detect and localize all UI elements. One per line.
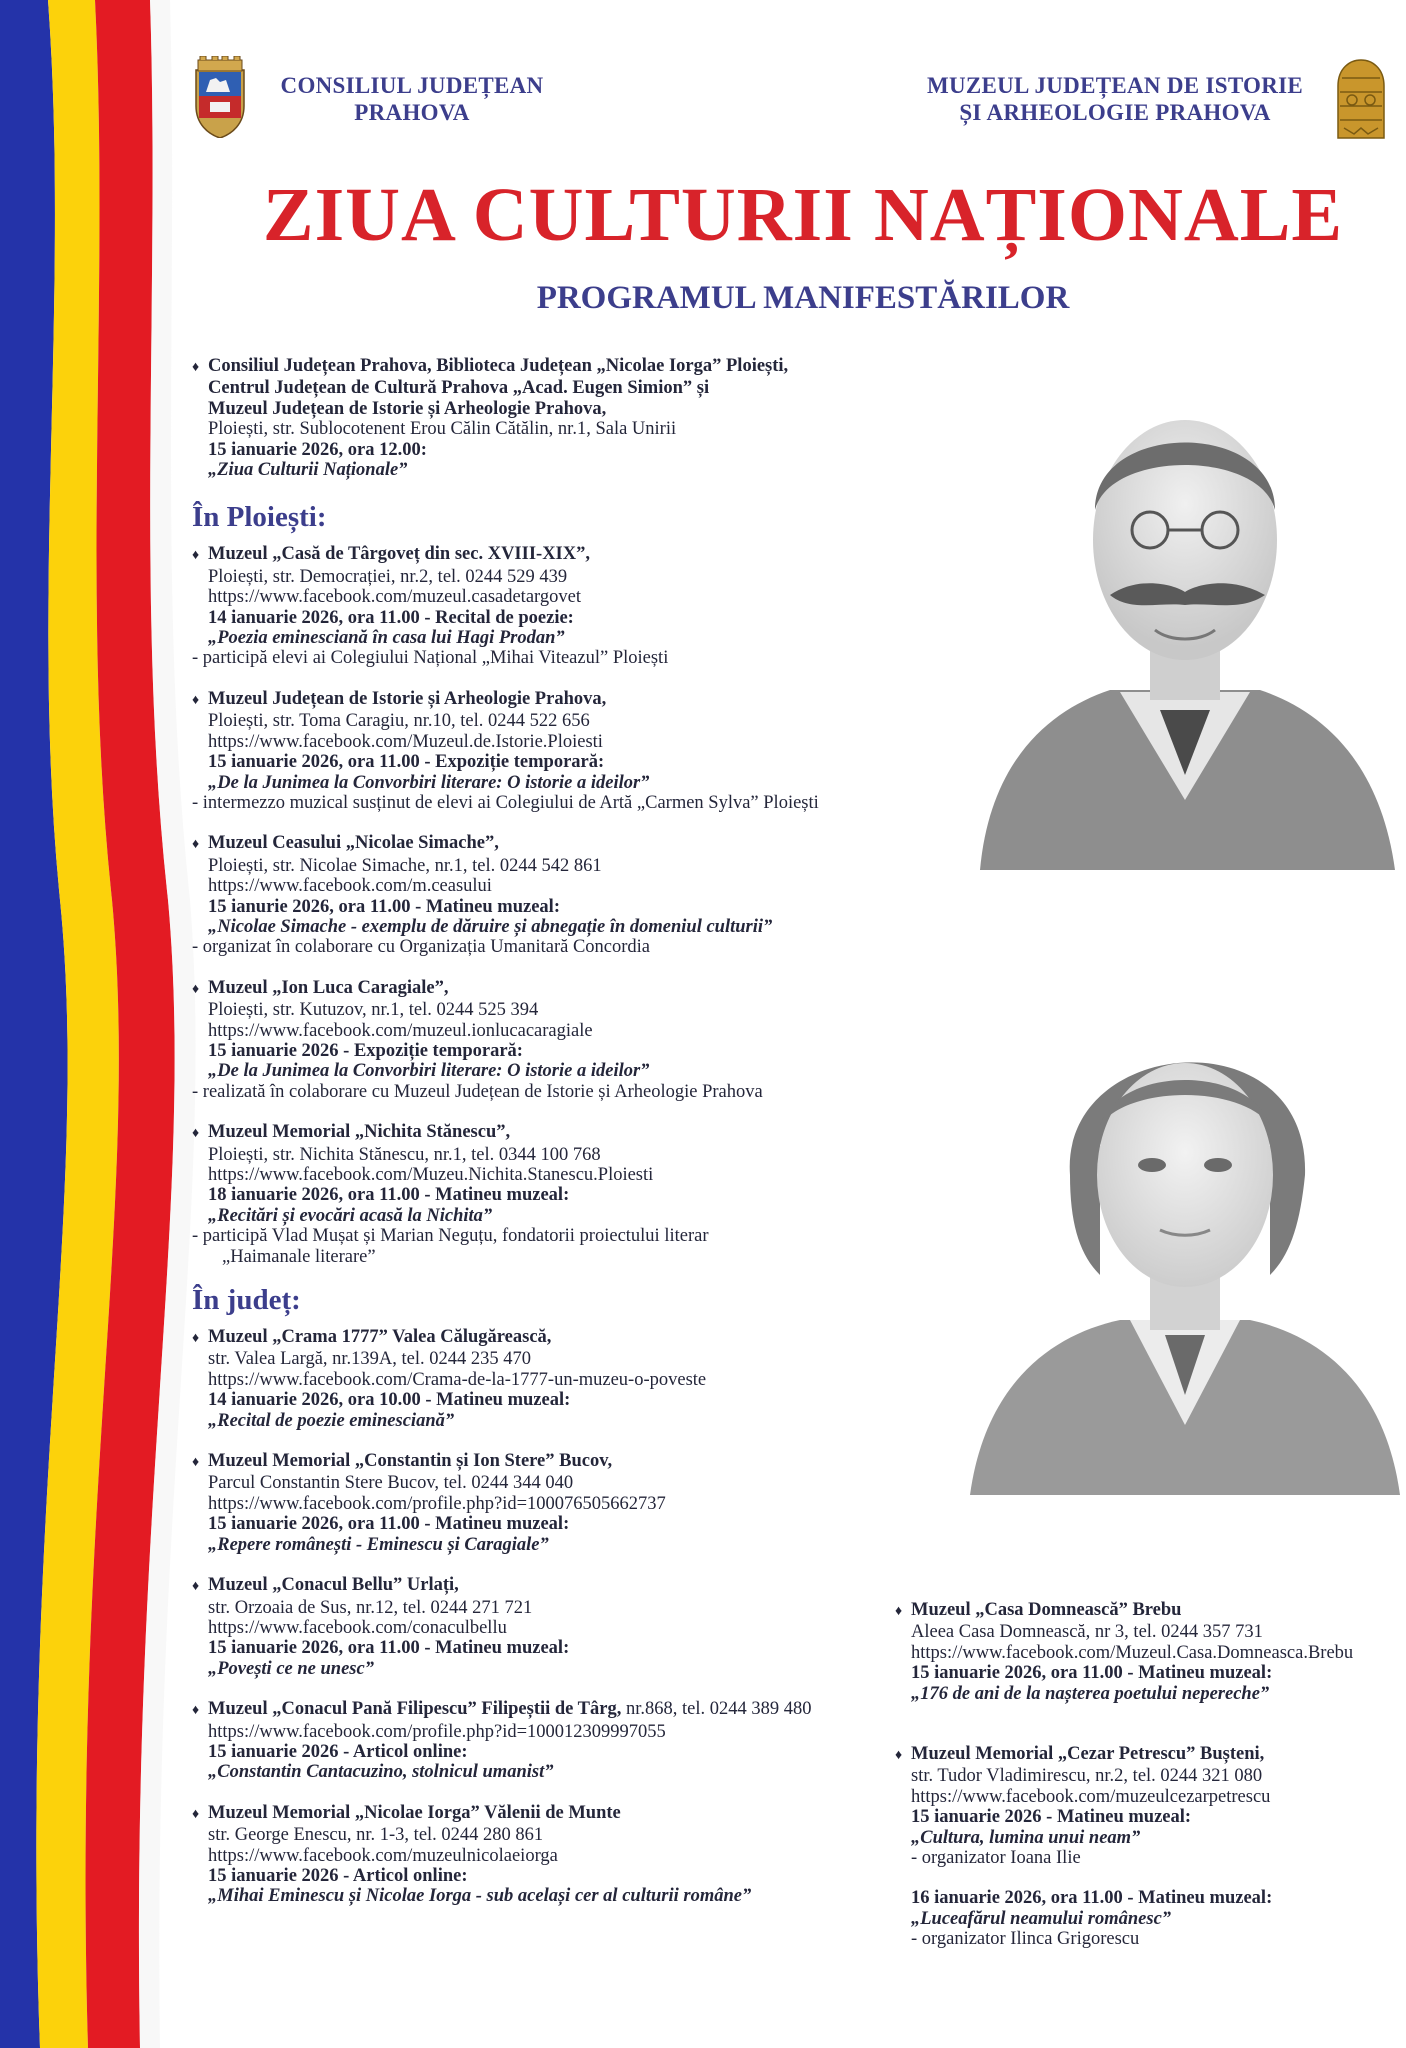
diamond-bullet-icon: ♦ — [192, 360, 200, 375]
event-name: Muzeul „Ion Luca Caragiale”, — [208, 977, 449, 998]
event-url[interactable]: https://www.facebook.com/Muzeu.Nichita.Stanescu.Ploiesti — [208, 1165, 654, 1185]
event-name: Muzeul Memorial „Nichita Stănescu”, — [208, 1122, 511, 1143]
header-left — [262, 72, 562, 126]
diamond-bullet-icon: ♦ — [192, 1126, 200, 1142]
intro-line3: Muzeul Județean de Istorie și Arheologie Prahova, — [208, 398, 607, 419]
event-url[interactable]: https://www.facebook.com/muzeul.casadetargovet — [208, 587, 581, 608]
event-name: Muzeul Memorial „Nicolae Iorga” Vălenii de Munte — [208, 1802, 621, 1823]
portrait-caragiale — [970, 380, 1400, 870]
event-url[interactable]: https://www.facebook.com/Muzeul.Casa.Domneasca.Brebu — [911, 1642, 1354, 1663]
event-note: - organizator Ioana Ilie — [911, 1848, 1081, 1869]
event-address: Ploiești, str. Nicolae Simache, nr.1, tel. 0244 542 861 — [208, 855, 602, 876]
event-title: „176 de ani de la nașterea poetului nepereche” — [911, 1683, 1270, 1704]
diamond-bullet-icon: ♦ — [192, 837, 200, 853]
event-name: Muzeul „Crama 1777” Valea Călugărească, — [208, 1327, 552, 1348]
event-entry — [192, 544, 952, 668]
event-date: 15 ianuarie 2026, ora 11.00 - Matineu muzeal: — [911, 1663, 1273, 1684]
header-right-line1: MUZEUL JUDEȚEAN DE ISTORIE — [926, 73, 1304, 98]
event-title: „Repere românești - Eminescu și Caragiale” — [208, 1534, 549, 1555]
event-address: Ploiești, str. Democrației, nr.2, tel. 0244 529 439 — [208, 566, 568, 587]
event-date: 14 ianuarie 2026, ora 10.00 - Matineu muzeal: — [208, 1390, 571, 1411]
event-address: Ploiești, str. Toma Caragiu, nr.10, tel. 0244 522 656 — [208, 711, 590, 732]
event-title: „Recital de poezie eminesciană” — [208, 1410, 455, 1431]
event-date: 15 ianuarie 2026 - Articol online: — [208, 1741, 468, 1762]
event-note-cont: „Haimanale literare” — [222, 1246, 376, 1267]
header-right-line2: ȘI ARHEOLOGIE PRAHOVA — [959, 100, 1271, 125]
event-name: Muzeul „Casă de Târgoveț din sec. XVIII-XIX”, — [208, 544, 590, 565]
event-address: str. Orzoaia de Sus, nr.12, tel. 0244 271 721 — [208, 1597, 533, 1618]
portrait-eminescu — [970, 975, 1400, 1495]
event-url[interactable]: https://www.facebook.com/Muzeul.de.Istorie.Ploiesti — [208, 731, 603, 752]
diamond-bullet-icon: ♦ — [192, 1703, 200, 1719]
event-name: Muzeul „Conacul Bellu” Urlați, — [208, 1575, 459, 1596]
event-entry — [192, 1803, 952, 1907]
intro-line1: Consiliul Județean Prahova, Biblioteca Județean „Nicolae Iorga” Ploiești, — [208, 356, 789, 376]
event-date: 15 ianuarie 2026 - Matineu muzeal: — [911, 1807, 1192, 1828]
event-entry — [192, 1699, 952, 1783]
event-date: 15 ianuarie 2026, ora 11.00 - Matineu muzeal: — [208, 1638, 570, 1659]
event-date: 18 ianuarie 2026, ora 11.00 - Matineu muzeal: — [208, 1185, 570, 1206]
event-address: Ploiești, str. Nichita Stănescu, nr.1, tel. 0344 100 768 — [208, 1144, 601, 1165]
prahova-coat-of-arms-icon — [192, 56, 248, 138]
event-date: 16 ianuarie 2026, ora 11.00 - Matineu muzeal: — [911, 1888, 1273, 1909]
event-address-inline: nr.868, tel. 0244 389 480 — [621, 1699, 812, 1720]
event-date: 14 ianuarie 2026, ora 11.00 - Recital de poezie: — [208, 607, 574, 628]
event-name: Muzeul Memorial „Cezar Petrescu” Bușteni, — [911, 1744, 1265, 1765]
event-date: 15 ianuarie 2026, ora 11.00 - Matineu muzeal: — [208, 1514, 570, 1535]
event-url[interactable]: https://www.facebook.com/profile.php?id=100012309997055 — [208, 1721, 666, 1742]
event-date: 15 ianuarie 2026, ora 11.00 - Expoziție temporară: — [208, 752, 605, 773]
event-note: - organizat în colaborare cu Organizația Umanitară Concordia — [192, 937, 651, 958]
page-title: ZIUA CULTURII NAȚIONALE — [262, 173, 1344, 257]
event-name: Muzeul Memorial „Constantin și Ion Stere” Bucov, — [208, 1451, 613, 1472]
event-address: Parcul Constantin Stere Bucov, tel. 0244 344 040 — [208, 1473, 574, 1494]
event-url[interactable]: https://www.facebook.com/muzeul.ionlucacaragiale — [208, 1020, 593, 1041]
event-note: - participă elevi ai Colegiului Național „Mihai Viteazul” Ploiești — [192, 648, 669, 669]
event-title: „De la Junimea la Convorbiri literare: O istorie a ideilor” — [208, 772, 650, 793]
intro-entry — [192, 356, 952, 480]
event-title: „Cultura, lumina unui neam” — [911, 1827, 1141, 1848]
page-subtitle: PROGRAMUL MANIFESTĂRILOR — [536, 280, 1070, 316]
diamond-bullet-icon: ♦ — [192, 1579, 200, 1595]
event-title: „Nicolae Simache - exemplu de dăruire și abnegație în domeniul culturii” — [208, 916, 773, 937]
event-url[interactable]: https://www.facebook.com/muzeulnicolaeiorga — [208, 1845, 558, 1866]
diamond-bullet-icon: ♦ — [192, 981, 200, 997]
event-name: Muzeul „Conacul Pană Filipescu” Filipeștii de Târg, — [208, 1699, 622, 1720]
section-judet: În județ: — [192, 1284, 301, 1317]
event-note: - organizator Ilinca Grigorescu — [911, 1929, 1140, 1950]
intro-date: 15 ianuarie 2026, ora 12.00: — [208, 439, 427, 460]
event-date: 15 ianurie 2026, ora 11.00 - Matineu muzeal: — [208, 896, 560, 917]
event-url[interactable]: https://www.facebook.com/conaculbellu — [208, 1617, 507, 1638]
event-address: Aleea Casa Domnească, nr 3, tel. 0244 357 731 — [911, 1622, 1263, 1643]
event-address: Ploiești, str. Kutuzov, nr.1, tel. 0244 525 394 — [208, 1000, 539, 1021]
program-main-column — [192, 356, 952, 1927]
event-title: „Povești ce ne unesc” — [208, 1658, 374, 1679]
intro-event: „Ziua Culturii Naționale” — [208, 460, 408, 481]
section-ploiesti: În Ploiești: — [192, 501, 327, 534]
event-url[interactable]: https://www.facebook.com/muzeulcezarpetrescu — [911, 1786, 1271, 1807]
event-date: 15 ianuarie 2026 - Expoziție temporară: — [208, 1040, 523, 1061]
event-url[interactable]: https://www.facebook.com/m.ceasului — [208, 876, 492, 897]
event-entry — [192, 1122, 952, 1267]
event-title: „Recitări și evocări acasă la Nichita” — [208, 1205, 493, 1226]
event-title: „Constantin Cantacuzino, stolnicul umanist” — [208, 1762, 554, 1783]
header-right — [900, 72, 1330, 126]
event-title: „Poezia eminesciană în casa lui Hagi Prodan” — [208, 628, 565, 649]
flag-ribbon — [0, 0, 200, 2048]
event-title: „Luceafărul neamului românesc” — [911, 1908, 1172, 1929]
intro-address: Ploiești, str. Sublocotenent Erou Călin Cătălin, nr.1, Sala Unirii — [208, 419, 677, 440]
header-left-line1: CONSILIUL JUDEȚEAN — [280, 73, 544, 98]
event-entry — [895, 1600, 1400, 1704]
event-address: str. George Enescu, nr. 1-3, tel. 0244 280 861 — [208, 1825, 544, 1846]
event-entry — [895, 1744, 1400, 1950]
event-address: str. Tudor Vladimirescu, nr.2, tel. 0244 321 080 — [911, 1766, 1263, 1787]
diamond-bullet-icon: ♦ — [192, 1455, 200, 1471]
event-address: str. Valea Largă, nr.139A, tel. 0244 235 470 — [208, 1349, 532, 1370]
event-name: Muzeul „Casa Domnească” Brebu — [911, 1600, 1182, 1620]
event-url[interactable]: https://www.facebook.com/profile.php?id=100076505662737 — [208, 1493, 666, 1514]
diamond-bullet-icon: ♦ — [192, 1331, 200, 1347]
golden-helmet-icon — [1330, 58, 1392, 142]
intro-line2: Centrul Județean de Cultură Prahova „Acad. Eugen Simion” și — [208, 378, 710, 399]
event-entry — [192, 689, 952, 813]
event-name: Muzeul Ceasului „Nicolae Simache”, — [208, 833, 499, 854]
event-entry — [192, 1575, 952, 1679]
event-note: - intermezzo muzical susținut de elevi ai Colegiului de Artă „Carmen Sylva” Ploiești — [192, 792, 819, 813]
diamond-bullet-icon: ♦ — [192, 692, 200, 708]
event-entry — [192, 833, 952, 957]
diamond-bullet-icon: ♦ — [192, 548, 200, 564]
event-entry — [192, 978, 952, 1102]
event-note: - realizată în colaborare cu Muzeul Județean de Istorie și Arheologie Prahova — [192, 1081, 763, 1102]
program-right-column — [895, 1600, 1400, 1970]
event-date: 15 ianuarie 2026 - Articol online: — [208, 1865, 468, 1886]
event-url[interactable]: https://www.facebook.com/Crama-de-la-1777-un-muzeu-o-poveste — [208, 1369, 707, 1390]
diamond-bullet-icon: ♦ — [895, 1604, 903, 1619]
event-title: „De la Junimea la Convorbiri literare: O istorie a ideilor” — [208, 1061, 650, 1082]
event-entry — [192, 1451, 952, 1555]
event-note: - participă Vlad Mușat și Marian Neguțu, fondatorii proiectului literar — [192, 1226, 709, 1247]
event-title: „Mihai Eminescu și Nicolae Iorga - sub același cer al culturii române” — [208, 1886, 752, 1907]
diamond-bullet-icon: ♦ — [895, 1748, 903, 1764]
event-name: Muzeul Județean de Istorie și Arheologie Prahova, — [208, 688, 607, 709]
header-left-line2: PRAHOVA — [354, 100, 470, 125]
event-entry — [192, 1327, 952, 1431]
diamond-bullet-icon: ♦ — [192, 1806, 200, 1822]
